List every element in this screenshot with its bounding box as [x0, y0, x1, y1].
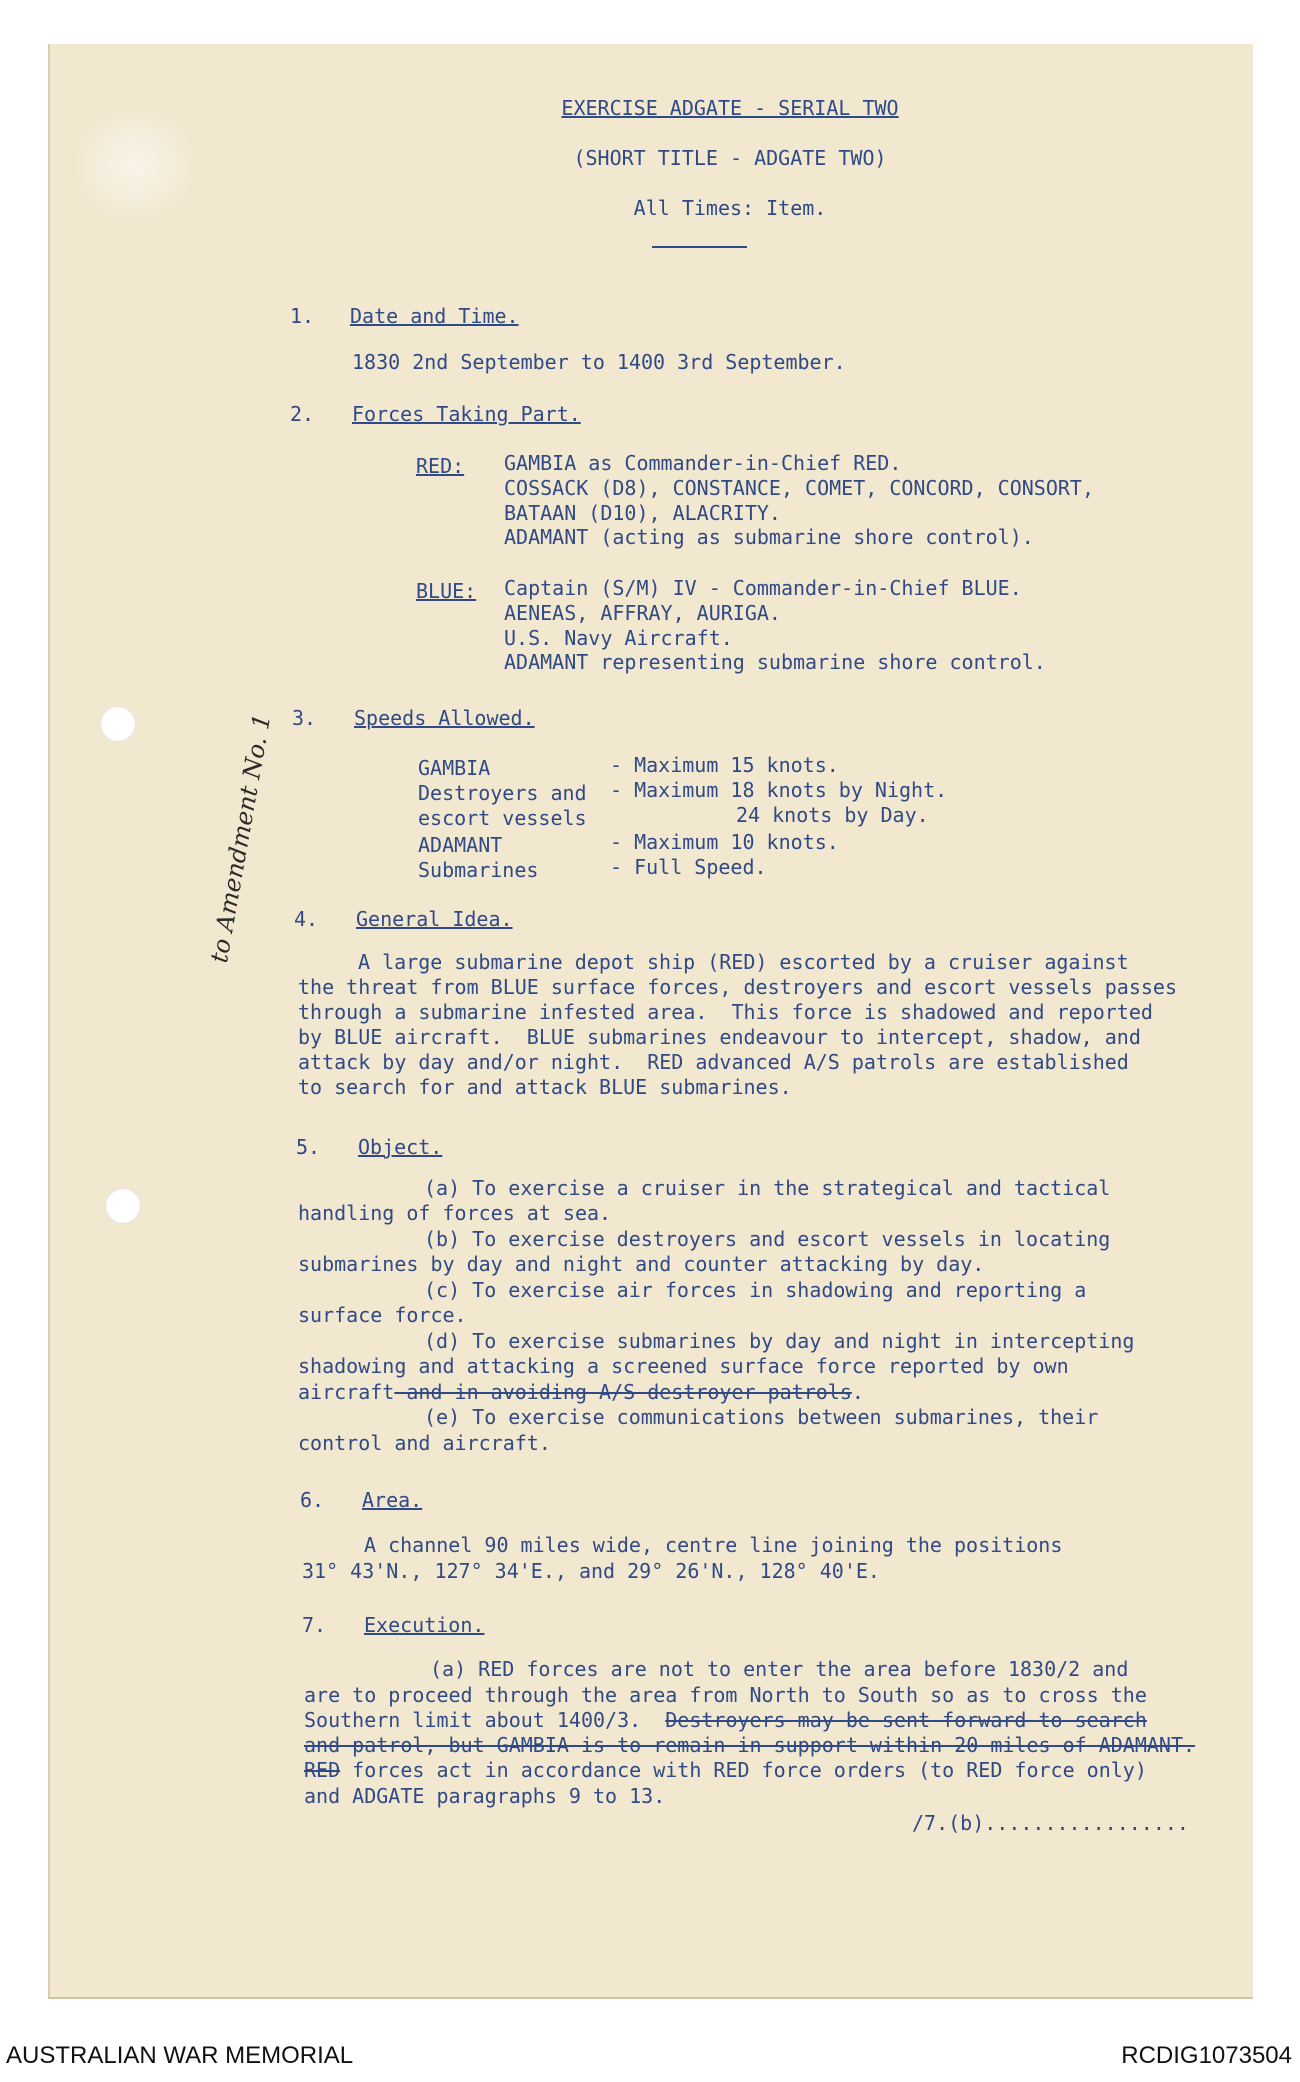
- section-2-heading: Forces Taking Part.: [352, 402, 581, 426]
- speed-value: - Maximum 10 knots.: [610, 830, 839, 854]
- section-3-number: 3.: [292, 706, 317, 730]
- execution-text: forces act in accordance with RED force orders (to RED force only): [340, 1758, 1147, 1782]
- blue-line: ADAMANT representing submarine shore control.: [504, 650, 1046, 674]
- blue-line: AENEAS, AFFRAY, AURIGA.: [504, 601, 781, 625]
- punch-hole-bottom: [105, 1188, 141, 1224]
- blue-label: BLUE:: [416, 579, 477, 603]
- execution-line: [304, 1758, 1147, 1784]
- section-5-heading: Object.: [358, 1135, 443, 1159]
- general-idea-line: to search for and attack BLUE submarines.: [298, 1075, 792, 1099]
- execution-line: are to proceed through the area from North to South so as to cross the: [304, 1683, 1147, 1707]
- area-line: 31° 43'N., 127° 34'E., and 29° 26'N., 128° 40'E.: [302, 1559, 880, 1583]
- red-label: RED:: [416, 454, 465, 478]
- object-line: handling of forces at sea.: [298, 1201, 612, 1225]
- continuation-marker: /7.(b).................: [912, 1811, 1189, 1835]
- object-line: control and aircraft.: [298, 1431, 551, 1455]
- object-line: (c) To exercise air forces in shadowing and reporting a: [424, 1278, 1087, 1302]
- execution-struck-text: Destroyers may be sent forward to search: [665, 1708, 1147, 1732]
- red-line: BATAAN (D10), ALACRITY.: [504, 501, 781, 525]
- times-note: All Times: Item.: [633, 196, 827, 220]
- speed-value: - Maximum 18 knots by Night.: [610, 778, 948, 802]
- red-line: ADAMANT (acting as submarine shore control).: [504, 525, 1034, 549]
- section-3-heading: Speeds Allowed.: [354, 706, 535, 730]
- footer-archive: AUSTRALIAN WAR MEMORIAL: [6, 2042, 354, 2069]
- execution-line: (a) RED forces are not to enter the area before 1830/2 and: [430, 1657, 1129, 1681]
- general-idea-line: through a submarine infested area. This force is shadowed and reported: [298, 1000, 1153, 1024]
- speed-ship: Submarines: [418, 858, 539, 882]
- object-line: surface force.: [298, 1303, 467, 1327]
- punch-hole-top: [100, 706, 136, 742]
- speed-ship: escort vessels: [418, 806, 587, 830]
- speed-ship: GAMBIA: [418, 756, 491, 780]
- execution-struck-line: and patrol, but GAMBIA is to remain in support within 20 miles of ADAMANT.: [304, 1733, 1196, 1757]
- object-line: (e) To exercise communications between submarines, their: [424, 1405, 1099, 1429]
- section-6-heading: Area.: [362, 1488, 423, 1512]
- paper-stain: [70, 105, 200, 225]
- footer-record-id: RCDIG1073504: [1121, 2042, 1292, 2069]
- area-line: A channel 90 miles wide, centre line joining the positions: [364, 1533, 1063, 1557]
- speed-ship: ADAMANT: [418, 833, 503, 857]
- red-line: GAMBIA as Commander-in-Chief RED.: [504, 451, 902, 475]
- object-struck-text: and in avoiding A/S destroyer patrols: [394, 1380, 852, 1404]
- section-4-heading: General Idea.: [356, 907, 513, 931]
- section-5-number: 5.: [296, 1135, 321, 1159]
- document-title: EXERCISE ADGATE - SERIAL TWO: [561, 96, 899, 120]
- section-7-heading: Execution.: [364, 1613, 485, 1637]
- section-1-heading: Date and Time.: [350, 304, 519, 328]
- section-6-number: 6.: [300, 1488, 325, 1512]
- object-aircraft-line: [298, 1380, 864, 1406]
- general-idea-line: A large submarine depot ship (RED) escorted by a cruiser against: [358, 950, 1129, 974]
- blue-line: U.S. Navy Aircraft.: [504, 626, 733, 650]
- speed-value: - Full Speed.: [610, 855, 767, 879]
- section-2-number: 2.: [290, 402, 315, 426]
- handwritten-margin-note: to Amendment No. 1: [205, 711, 277, 965]
- short-title: (SHORT TITLE - ADGATE TWO): [573, 146, 887, 170]
- speed-value: - Maximum 15 knots.: [610, 753, 839, 777]
- blue-line: Captain (S/M) IV - Commander-in-Chief BLUE.: [504, 576, 1022, 600]
- general-idea-line: attack by day and/or night. RED advanced A/S patrols are established: [298, 1050, 1129, 1074]
- section-7-number: 7.: [302, 1613, 327, 1637]
- object-line: (b) To exercise destroyers and escort vessels in locating: [424, 1227, 1111, 1251]
- section-1-body: 1830 2nd September to 1400 3rd September.: [352, 350, 846, 374]
- object-line: submarines by day and night and counter attacking by day.: [298, 1252, 985, 1276]
- object-aircraft-end: .: [851, 1380, 864, 1404]
- general-idea-line: the threat from BLUE surface forces, destroyers and escort vessels passes: [298, 975, 1177, 999]
- object-line: shadowing and attacking a screened surface force reported by own: [298, 1354, 1069, 1378]
- object-aircraft-text: aircraft: [298, 1380, 395, 1404]
- execution-struck-text: RED: [304, 1758, 341, 1782]
- title-rule: [652, 246, 747, 248]
- execution-text: Southern limit about 1400/3.: [304, 1708, 666, 1732]
- red-line: COSSACK (D8), CONSTANCE, COMET, CONCORD, CONSORT,: [504, 476, 1095, 500]
- speed-value: 24 knots by Day.: [736, 803, 929, 827]
- general-idea-line: by BLUE aircraft. BLUE submarines endeavour to intercept, shadow, and: [298, 1025, 1141, 1049]
- execution-line: [304, 1708, 1147, 1734]
- section-1-number: 1.: [290, 304, 315, 328]
- speed-ship: Destroyers and: [418, 781, 587, 805]
- object-line: (a) To exercise a cruiser in the strategical and tactical: [424, 1176, 1111, 1200]
- object-line: (d) To exercise submarines by day and night in intercepting: [424, 1329, 1135, 1353]
- execution-line: and ADGATE paragraphs 9 to 13.: [304, 1784, 666, 1808]
- section-4-number: 4.: [294, 907, 319, 931]
